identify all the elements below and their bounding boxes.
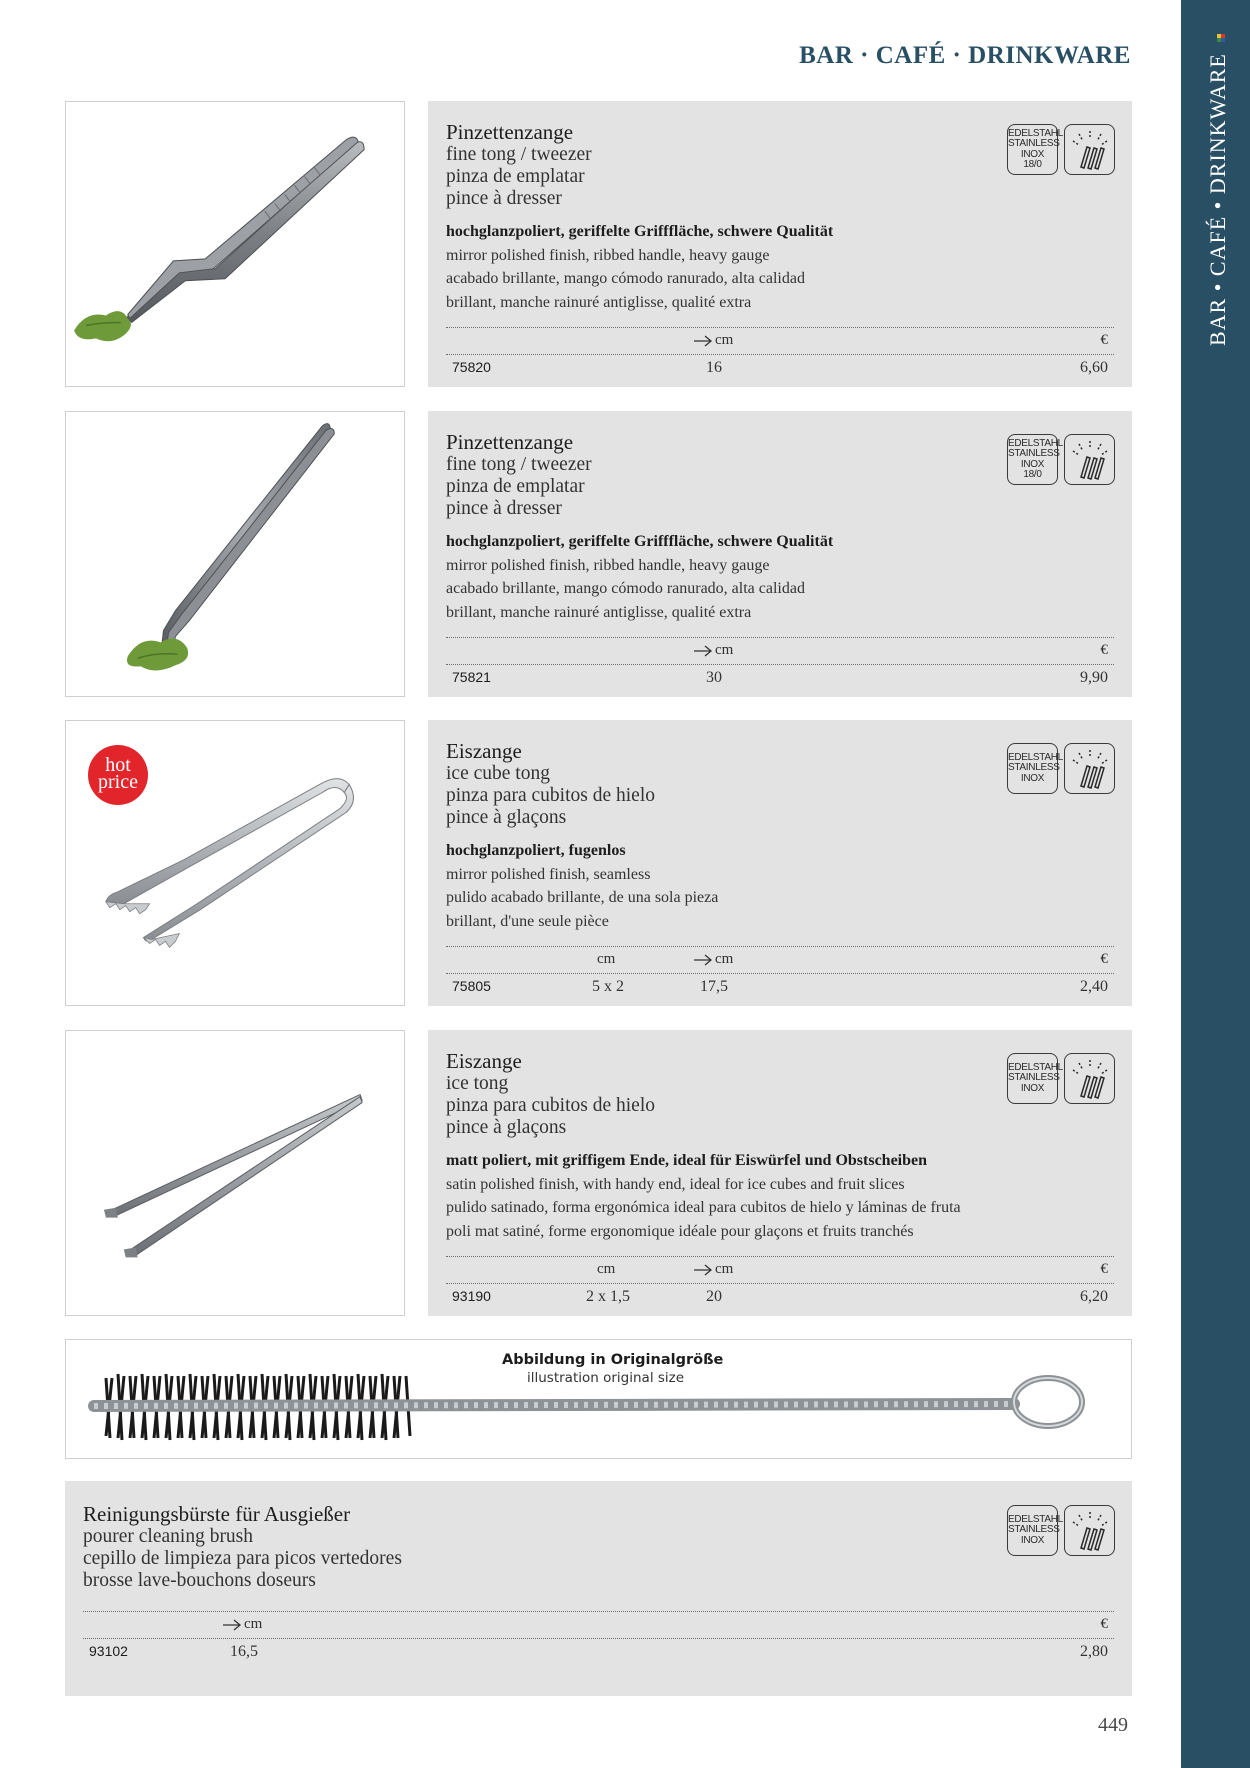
product-name-fr: pince à glaçons xyxy=(446,807,567,828)
length-value: 17,5 xyxy=(700,978,728,995)
product-name-en: fine tong / tweezer xyxy=(446,144,592,165)
product-name-es: pinza de emplatar xyxy=(446,166,585,187)
page-title: BAR · CAFÉ · DRINKWARE xyxy=(799,42,1131,69)
price-value: 2,40 xyxy=(1080,978,1108,995)
product-price-table xyxy=(446,327,1114,381)
table-row xyxy=(446,665,1114,691)
table-header-row xyxy=(83,1612,1114,1638)
product-price-table xyxy=(446,946,1114,1000)
price-column-header: € xyxy=(1100,642,1108,658)
product-name-de: Reinigungsbürste für Ausgießer xyxy=(83,1502,351,1526)
product-name-de: Eiszange xyxy=(446,739,522,763)
length-arrow-icon xyxy=(222,1619,242,1631)
table-header-row xyxy=(446,638,1114,664)
price-value: 6,20 xyxy=(1080,1288,1108,1305)
hot-price-badge: hot price xyxy=(88,745,148,805)
product-name-es: pinza de emplatar xyxy=(446,476,585,497)
registration-mark-icon xyxy=(1217,34,1225,42)
table-row xyxy=(446,974,1114,1000)
sku: 75820 xyxy=(452,359,491,375)
product-name-fr: pince à dresser xyxy=(446,498,562,519)
product-names xyxy=(446,740,655,829)
size-value: 5 x 2 xyxy=(592,978,624,995)
product-names xyxy=(446,1050,655,1139)
dishwasher-safe-icon xyxy=(1064,1505,1115,1556)
sidebar-label: BAR • CAFÉ • DRINKWARE xyxy=(1205,53,1230,346)
product-panel-75805 xyxy=(428,720,1132,1006)
product-panel-93102 xyxy=(65,1481,1132,1696)
product-description: hochglanzpoliert, fugenlos mirror polished finish, seamless pulido acabado brillante, de una sola pieza brillant, d'une seule pièce xyxy=(446,842,719,930)
product-badges xyxy=(1007,124,1115,175)
dishwasher-safe-icon xyxy=(1064,434,1115,485)
length-value: 30 xyxy=(706,669,722,686)
tweezer-illustration xyxy=(66,412,404,696)
length-arrow-icon xyxy=(693,1264,713,1276)
table-row xyxy=(446,355,1114,381)
product-image-ice-tong xyxy=(65,1030,405,1316)
length-arrow-icon xyxy=(693,645,713,657)
table-row xyxy=(446,1284,1114,1310)
length-column-header: cm xyxy=(693,1261,733,1278)
product-name-de: Pinzettenzange xyxy=(446,430,574,454)
product-badges xyxy=(1007,434,1115,485)
dishwasher-safe-icon xyxy=(1064,1053,1115,1104)
product-name-de: Pinzettenzange xyxy=(446,120,574,144)
stainless-steel-badge: EDELSTAHL STAINLESS INOX 18/0 xyxy=(1007,434,1058,485)
sku: 75805 xyxy=(452,978,491,994)
stainless-steel-badge: EDELSTAHL STAINLESS INOX xyxy=(1007,1053,1058,1104)
price-column-header: € xyxy=(1100,332,1108,348)
length-column-header: cm xyxy=(693,332,733,349)
product-image-ice-cube-tong xyxy=(65,720,405,1006)
dishwasher-safe-icon xyxy=(1064,124,1115,175)
product-price-table xyxy=(446,637,1114,691)
product-name-fr: pince à glaçons xyxy=(446,1117,567,1138)
brush-caption xyxy=(502,1352,723,1386)
product-name-fr: brosse lave-bouchons doseurs xyxy=(83,1570,316,1591)
length-column-header: cm xyxy=(693,951,733,968)
product-names xyxy=(446,431,592,520)
product-name-es: pinza para cubitos de hielo xyxy=(446,1095,656,1116)
length-value: 16,5 xyxy=(230,1643,258,1660)
stainless-steel-badge: EDELSTAHL STAINLESS INOX xyxy=(1007,743,1058,794)
table-header-row xyxy=(446,1257,1114,1283)
product-price-table xyxy=(83,1611,1114,1665)
price-value: 9,90 xyxy=(1080,669,1108,686)
length-value: 16 xyxy=(706,359,722,376)
size-column-header: cm xyxy=(597,951,616,967)
product-description: hochglanzpoliert, geriffelte Grifffläche, schwere Qualität mirror polished finish, ribbed handle, heavy gauge acabado brillante, mango cómodo ranurado, alta calidad brillant, manche rainuré antiglisse, qualité extra xyxy=(446,533,834,621)
product-badges xyxy=(1007,1053,1115,1104)
product-name-en: pourer cleaning brush xyxy=(83,1526,254,1547)
product-name-de: Eiszange xyxy=(446,1049,522,1073)
sku: 75821 xyxy=(452,669,491,685)
length-value: 20 xyxy=(706,1288,722,1305)
product-price-table xyxy=(446,1256,1114,1310)
length-column-header: cm xyxy=(693,642,733,659)
size-value: 2 x 1,5 xyxy=(586,1288,630,1305)
product-image-fine-tong-16 xyxy=(65,101,405,387)
table-header-row xyxy=(446,328,1114,354)
price-column-header: € xyxy=(1100,951,1108,967)
length-arrow-icon xyxy=(693,954,713,966)
table-row xyxy=(83,1639,1114,1665)
price-value: 6,60 xyxy=(1080,359,1108,376)
product-name-fr: pince à dresser xyxy=(446,188,562,209)
product-name-es: pinza para cubitos de hielo xyxy=(446,785,656,806)
caption-en: illustration original size xyxy=(527,1370,685,1386)
product-name-en: ice tong xyxy=(446,1073,509,1094)
product-badges xyxy=(1007,1505,1115,1556)
price-column-header: € xyxy=(1100,1616,1108,1632)
price-column-header: € xyxy=(1100,1261,1108,1277)
product-panel-75820 xyxy=(428,101,1132,387)
caption-de: Abbildung in Originalgröße xyxy=(502,1352,724,1368)
length-column-header: cm xyxy=(222,1616,262,1633)
page-number: 449 xyxy=(1098,1714,1128,1736)
stainless-steel-badge: EDELSTAHL STAINLESS INOX xyxy=(1007,1505,1058,1556)
product-name-en: fine tong / tweezer xyxy=(446,454,592,475)
ice-tong-illustration xyxy=(66,1031,404,1315)
length-arrow-icon xyxy=(693,335,713,347)
product-image-fine-tong-30 xyxy=(65,411,405,697)
product-description: hochglanzpoliert, geriffelte Grifffläche, schwere Qualität mirror polished finish, ribbed handle, heavy gauge acabado brillante, mango cómodo ranurado, alta calidad brillant, manche rainuré antiglisse, qualité extra xyxy=(446,223,834,311)
sku: 93102 xyxy=(89,1643,128,1659)
stainless-steel-badge: EDELSTAHL STAINLESS INOX 18/0 xyxy=(1007,124,1058,175)
dishwasher-safe-icon xyxy=(1064,743,1115,794)
table-header-row xyxy=(446,947,1114,973)
tweezer-illustration xyxy=(66,102,404,386)
product-name-en: ice cube tong xyxy=(446,763,550,784)
brush-illustration-box xyxy=(65,1339,1132,1459)
product-names xyxy=(446,121,592,210)
sku: 93190 xyxy=(452,1288,491,1304)
size-column-header: cm xyxy=(597,1261,616,1277)
price-value: 2,80 xyxy=(1080,1643,1108,1660)
product-panel-93190 xyxy=(428,1030,1132,1316)
product-badges xyxy=(1007,743,1115,794)
product-description: matt poliert, mit griffigem Ende, ideal für Eiswürfel und Obstscheiben satin polished finish, with handy end, ideal for ice cubes and fruit slices pulido satinado, forma ergonómica ideal para cubitos de hielo y láminas de fruta poli mat satiné, forme ergonomique idéale pour glaçons et fruits tranchés xyxy=(446,1152,961,1240)
product-names xyxy=(83,1503,402,1592)
product-panel-75821 xyxy=(428,411,1132,697)
product-name-es: cepillo de limpieza para picos vertedores xyxy=(83,1548,402,1569)
